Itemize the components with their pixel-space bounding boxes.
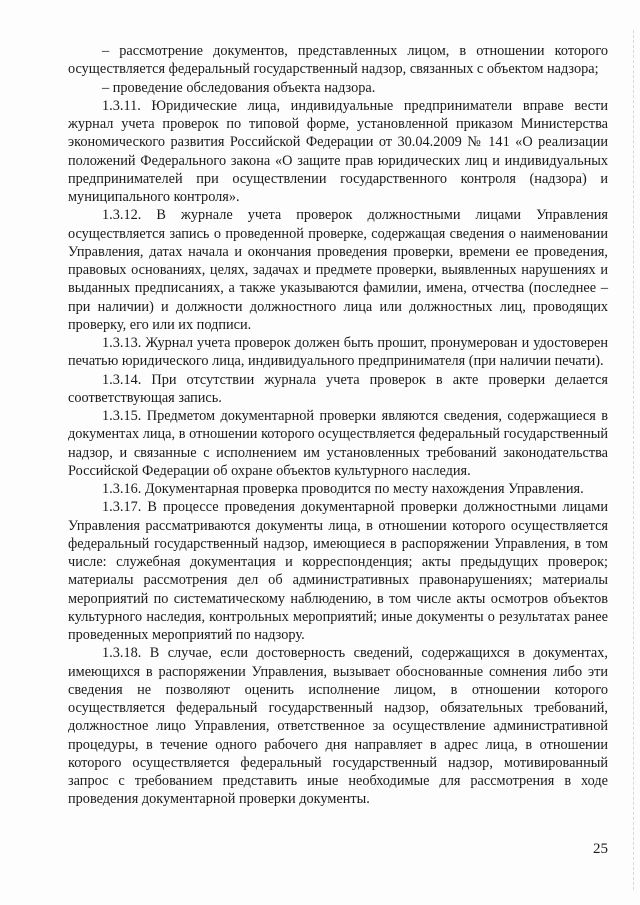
paragraph-1-3-13: 1.3.13. Журнал учета проверок должен быть прошит, пронумерован и удостоверен печатью юридического лица, индивидуального предпринимателя (при наличии печати). [68,335,608,370]
paragraph-object-inspection: – проведение обследования объекта надзора. [102,79,376,96]
paragraph-1-3-11: 1.3.11. Юридические лица, индивидуальные предприниматели вправе вести журнал учета проверок по типовой форме, установленной приказом Министерства экономического развития Российской Федерации от 30.04.2009 № 141 «О реализации положений Федерального закона «О защите прав юридических лиц и индивидуальных предпринимателей при осуществлении государственного контроля (надзора) и муниципального контроля». [68,97,608,205]
paragraph-review-documents: – рассмотрение документов, представленных лицом, в отношении которого осуществляется федеральный государственный надзор, связанных с объектом надзора; [68,43,608,78]
page-number: 25 [593,841,608,857]
paragraph-1-3-14: 1.3.14. При отсутствии журнала учета проверок в акте проверки делается соответствующая запись. [68,371,608,406]
paragraph-1-3-15: 1.3.15. Предметом документарной проверки являются сведения, содержащиеся в документах лица, в отношении которого осуществляется федеральный государственный надзор, и связанные с исполнением им установленных требований законодательства Российской Федерации об охране объектов культурного наследия. [68,408,608,479]
paragraph-1-3-16: 1.3.16. Документарная проверка проводится по месту нахождения Управления. [102,481,584,497]
scan-edge-artifact [632,30,634,890]
paragraph-1-3-12: 1.3.12. В журнале учета проверок должностными лицами Управления осуществляется запись о проведенной проверке, содержащая сведения о наименовании Управления, датах начала и окончания проведения проверки, времени ее проведения, правовых основаниях, целях, задачах и предмете проверки, выявленных нарушениях и выданных предписаниях, а также указываются фамилии, имена, отчества (последнее – при наличии) и должности должностного лица или должностных лиц, проводящих проверку, его или их подписи. [68,207,608,333]
paragraph-1-3-17: 1.3.17. В процессе проведения документарной проверки должностными лицами Управления рассматриваются документы лица, в отношении которого осуществляется федеральный государственный надзор, имеющиеся в распоряжении Управления, в том числе: служебная документация и корреспонденция; акты предыдущих проверок; материалы рассмотрения дел об административных правонарушениях; материалы мероприятий по систематическому наблюдению, в том числе акты осмотров объектов культурного наследия, контрольных мероприятий; иные документы о результатах ранее проведенных мероприятий по надзору. [68,499,608,643]
document-body [68,42,608,809]
paragraph-1-3-18: 1.3.18. В случае, если достоверность сведений, содержащихся в документах, имеющихся в распоряжении Управления, вызывает обоснованные сомнения либо эти сведения не позволяют оценить исполнение лицом, в отношении которого осуществляется федеральный государственный надзор, обязательных требований, должностное лицо Управления, ответственное за осуществление административной процедуры, в течение одного рабочего дня направляет в адрес лица, в отношении которого осуществляется федеральный государственный надзор, мотивированный запрос с требованием представить иные необходимые для рассмотрения в ходе проведения документарной проверки документы. [68,645,608,808]
